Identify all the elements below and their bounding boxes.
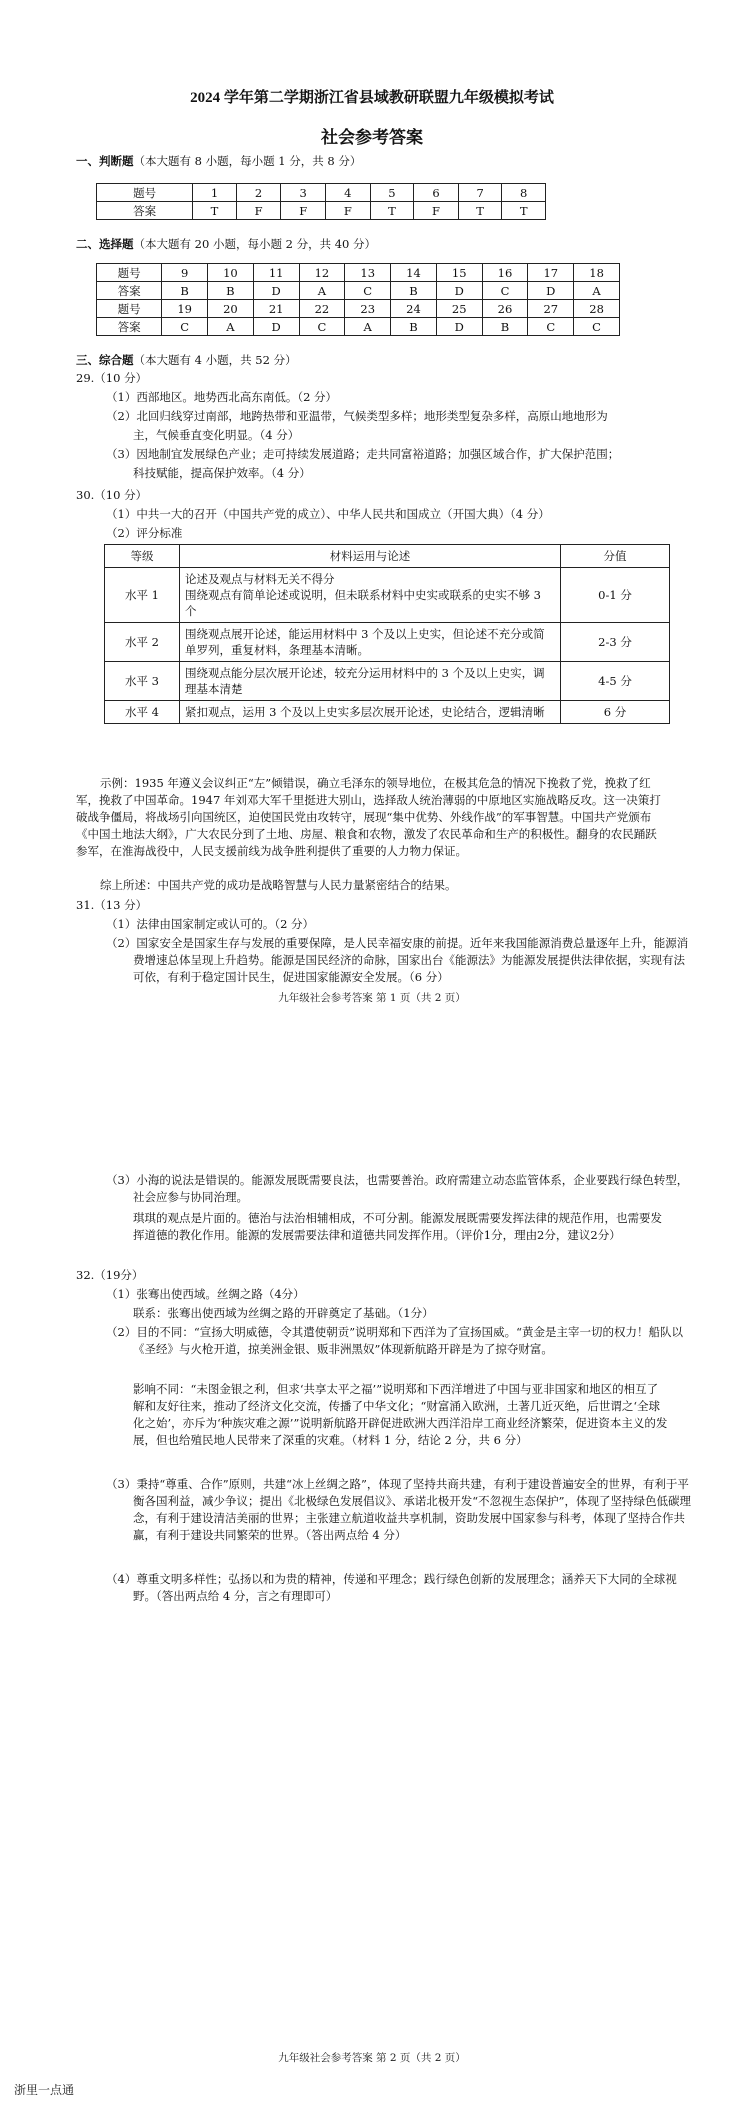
rubric-header-desc: 材料运用与论述 bbox=[180, 545, 561, 568]
table-cell: C bbox=[482, 282, 528, 300]
table-cell: 7 bbox=[458, 184, 502, 202]
section3-heading bbox=[76, 352, 297, 368]
rubric-header-level: 等级 bbox=[105, 545, 180, 568]
q29-part2-line2: 主，气候垂直变化明显。（4 分） bbox=[133, 428, 300, 442]
table-cell: B bbox=[208, 282, 254, 300]
table-cell: 24 bbox=[391, 300, 437, 318]
table-cell: 26 bbox=[482, 300, 528, 318]
table-cell: A bbox=[574, 282, 620, 300]
q30-part1: （1）中共一大的召开（中国共产党的成立）、中华人民共和国成立（开国大典）（4 分） bbox=[106, 507, 550, 521]
row-label: 答案 bbox=[97, 282, 162, 300]
rubric-score: 4-5 分 bbox=[561, 662, 670, 701]
table-cell: D bbox=[528, 282, 574, 300]
table-cell: F bbox=[281, 202, 326, 220]
question-score: （10 分） bbox=[94, 488, 148, 502]
table-cell: B bbox=[162, 282, 208, 300]
q32-part2-impact: 影响不同：“未图金银之利，但求‘共享太平之福’”说明郑和下西洋增进了中国与亚非国家和地区的相互了解和友好往来，推动了经济文化交流，传播了中华文化；“财富涌入欧洲，土著几近灭绝，后世谓之‘全球化之始’，亦斥为‘种族灾难之源’”说明新航路开辟促进欧洲大西洋沿岸工商业经济繁荣，促进资本主义的发展，但也给殖民地人民带来了深重的灾难。（材料 1 分，结论 2 分，共 6 分） bbox=[133, 1382, 668, 1447]
table-row bbox=[105, 568, 670, 623]
table-cell: 19 bbox=[162, 300, 208, 318]
q29-part1: （1）西部地区。地势西北高东南低。（2 分） bbox=[106, 390, 338, 404]
table-cell: 20 bbox=[208, 300, 254, 318]
q31-part1: （1）法律由国家制定或认可的。（2 分） bbox=[106, 917, 315, 931]
rubric-score: 2-3 分 bbox=[561, 623, 670, 662]
rubric-desc: 围绕观点能分层次展开论述，较充分运用材料中的 3 个及以上史实，调理基本清楚 bbox=[180, 662, 561, 701]
row-label: 题号 bbox=[97, 300, 162, 318]
table-cell: 11 bbox=[253, 264, 299, 282]
table-cell: C bbox=[299, 318, 345, 336]
table-cell: 12 bbox=[299, 264, 345, 282]
q32-header bbox=[76, 1267, 143, 1283]
question-score: （10 分） bbox=[94, 371, 148, 385]
table-cell: T bbox=[458, 202, 502, 220]
question-number: 29. bbox=[76, 371, 95, 385]
rubric-desc: 论述及观点与材料无关不得分 围绕观点有简单论述或说明，但未联系材料中史实或联系的史实不够 3 个 bbox=[180, 568, 561, 623]
table-cell: 27 bbox=[528, 300, 574, 318]
section2-heading bbox=[76, 236, 376, 252]
q32-part1: （1）张骞出使西域。丝绸之路（4分） bbox=[106, 1287, 305, 1301]
table-cell: 23 bbox=[345, 300, 391, 318]
table-cell: T bbox=[193, 202, 237, 220]
table-cell: 22 bbox=[299, 300, 345, 318]
table-cell: 13 bbox=[345, 264, 391, 282]
table-row bbox=[97, 300, 620, 318]
rubric-level: 水平 2 bbox=[105, 623, 180, 662]
rubric-desc: 紧扣观点，运用 3 个及以上史实多层次展开论述，史论结合，逻辑清晰 bbox=[180, 701, 561, 724]
question-score: （19分） bbox=[94, 1268, 144, 1282]
watermark-text: 浙里一点通 bbox=[14, 2083, 75, 2097]
q30-header bbox=[76, 487, 147, 503]
page2-footer: 九年级社会参考答案 第 2 页（共 2 页） bbox=[278, 2052, 466, 2064]
q31-part3: （3）小海的说法是错误的。能源发展既需要良法，也需要善治。政府需建立动态监管体系，企业要践行绿色转型，社会应参与协同治理。 bbox=[106, 1173, 689, 1204]
table-cell: 14 bbox=[391, 264, 437, 282]
table-cell: F bbox=[236, 202, 281, 220]
table-cell: 9 bbox=[162, 264, 208, 282]
row-label: 题号 bbox=[97, 264, 162, 282]
q32-part4: （4）尊重文明多样性；弘扬以和为贵的精神，传递和平理念；践行绿色创新的发展理念；涵养天下大同的全球视野。（答出两点给 4 分，言之有理即可） bbox=[106, 1572, 677, 1603]
q29-header bbox=[76, 370, 147, 386]
q32-part1-link: 联系：张骞出使西域为丝绸之路的开辟奠定了基础。（1分） bbox=[133, 1306, 434, 1320]
table-cell: 2 bbox=[236, 184, 281, 202]
table-cell: C bbox=[345, 282, 391, 300]
q30-summary: 综上所述：中国共产党的成功是战略智慧与人民力量紧密结合的结果。 bbox=[100, 878, 457, 892]
table-cell: C bbox=[574, 318, 620, 336]
table-cell: B bbox=[482, 318, 528, 336]
table-row bbox=[97, 184, 546, 202]
table-cell: F bbox=[326, 202, 371, 220]
section1-table bbox=[96, 183, 546, 220]
section2-title: 二、选择题 bbox=[76, 237, 134, 251]
table-cell: A bbox=[345, 318, 391, 336]
rubric-level: 水平 3 bbox=[105, 662, 180, 701]
exam-title: 2024 学年第二学期浙江省县域教研联盟九年级模拟考试 bbox=[190, 90, 554, 106]
section3-note: （本大题有 4 小题，共 52 分） bbox=[133, 353, 297, 367]
section1-title: 一、判断题 bbox=[76, 154, 134, 168]
page-subtitle: 社会参考答案 bbox=[321, 128, 423, 147]
table-cell: 4 bbox=[326, 184, 371, 202]
table-cell: T bbox=[370, 202, 414, 220]
table-cell: 28 bbox=[574, 300, 620, 318]
question-number: 32. bbox=[76, 1268, 95, 1282]
q32-part3: （3）秉持“尊重、合作”原则，共建“冰上丝绸之路”，体现了坚持共商共建，有利于建设普遍安全的世界，有利于平衡各国利益，减少争议；提出《北极绿色发展倡议》、承诺北极开发“不忽视生态保护”，体现了坚持绿色低碳理念，有利于建设清洁美丽的世界；主张建立航道收益共享机制，资助发展中国家参与科考，体现了坚持合作共赢，有利于建设共同繁荣的世界。（答出两点给 4 分） bbox=[106, 1477, 692, 1542]
q30-example: 示例：1935 年遵义会议纠正“左”倾错误，确立毛泽东的领导地位，在极其危急的情况下挽救了党，挽救了红军，挽救了中国革命。1947 年刘邓大军千里挺进大别山，选择敌人统治薄弱的中原地区实施战略反攻。这一决策打破战争僵局，将战场引向国统区，迫使国民党由攻转守，展现“集中优势、外线作战”的军事智慧。中国共产党颁布《中国土地法大纲》，广大农民分到了土地、房屋、粮食和农物，激发了农民革命和生产的积极性。翻身的农民踊跃参军，在淮海战役中，人民支援前线为战争胜利提供了重要的人力物力保证。 bbox=[76, 776, 661, 858]
row-label: 答案 bbox=[97, 318, 162, 336]
rubric-header-score: 分值 bbox=[561, 545, 670, 568]
table-cell: 16 bbox=[482, 264, 528, 282]
page1-footer: 九年级社会参考答案 第 1 页（共 2 页） bbox=[278, 992, 466, 1004]
table-row bbox=[97, 264, 620, 282]
table-cell: F bbox=[414, 202, 459, 220]
table-cell: 21 bbox=[253, 300, 299, 318]
table-row bbox=[97, 318, 620, 336]
table-row bbox=[97, 282, 620, 300]
question-score: （13 分） bbox=[94, 898, 148, 912]
rubric-table bbox=[104, 544, 670, 724]
table-cell: 6 bbox=[414, 184, 459, 202]
table-row bbox=[97, 202, 546, 220]
q32-part2: （2）目的不同：“宣扬大明威德，令其遣使朝贡”说明郑和下西洋为了宣扬国威。“黄金是主宰一切的权力！船队以《圣经》与火枪开道，掠美洲金银、贩非洲黑奴”体现新航路开辟是为了掠夺财富。 bbox=[106, 1325, 683, 1356]
q29-part2-line1: （2）北回归线穿过南部，地跨热带和亚温带，气候类型多样；地形类型复杂多样，高原山地地形为 bbox=[106, 409, 608, 423]
question-number: 30. bbox=[76, 488, 95, 502]
rubric-score: 6 分 bbox=[561, 701, 670, 724]
table-cell: C bbox=[528, 318, 574, 336]
table-cell: C bbox=[162, 318, 208, 336]
section3-title: 三、综合题 bbox=[76, 353, 134, 367]
rubric-desc: 围绕观点展开论述，能运用材料中 3 个及以上史实，但论述不充分或简单罗列，重复材料，条理基本清晰。 bbox=[180, 623, 561, 662]
q31-part2: （2）国家安全是国家生存与发展的重要保障，是人民幸福安康的前提。近年来我国能源消费总量逐年上升，能源消费增速总体呈现上升趋势。能源是国民经济的命脉，国家出台《能源法》为能源发展提供法律依据，实现有法可依，有利于稳定国计民生，促进国家能源安全发展。（6 分） bbox=[106, 936, 689, 984]
table-cell: 5 bbox=[370, 184, 414, 202]
table-cell: D bbox=[436, 282, 482, 300]
q30-part2: （2）评分标准 bbox=[106, 526, 183, 540]
table-cell: A bbox=[299, 282, 345, 300]
table-cell: D bbox=[253, 318, 299, 336]
table-cell: B bbox=[391, 282, 437, 300]
q29-part3-line2: 科技赋能，提高保护效率。（4 分） bbox=[133, 466, 311, 480]
section1-note: （本大题有 8 小题，每小题 1 分，共 8 分） bbox=[133, 154, 362, 168]
table-cell: A bbox=[208, 318, 254, 336]
question-number: 31. bbox=[76, 898, 95, 912]
row-label: 题号 bbox=[97, 184, 193, 202]
table-cell: B bbox=[391, 318, 437, 336]
table-cell: D bbox=[253, 282, 299, 300]
table-cell: 3 bbox=[281, 184, 326, 202]
rubric-score: 0-1 分 bbox=[561, 568, 670, 623]
table-cell: 10 bbox=[208, 264, 254, 282]
table-cell: T bbox=[502, 202, 546, 220]
q31-header bbox=[76, 897, 147, 913]
table-cell: 15 bbox=[436, 264, 482, 282]
q31-part3-continued: 琪琪的观点是片面的。德治与法治相辅相成，不可分割。能源发展既需要发挥法律的规范作用，也需要发挥道德的教化作用。能源的发展需要法律和道德共同发挥作用。（评价1分，理由2分，建议2分） bbox=[133, 1211, 662, 1242]
table-row bbox=[105, 701, 670, 724]
table-cell: 8 bbox=[502, 184, 546, 202]
section2-note: （本大题有 20 小题，每小题 2 分，共 40 分） bbox=[133, 237, 377, 251]
table-row bbox=[105, 623, 670, 662]
table-row bbox=[105, 662, 670, 701]
row-label: 答案 bbox=[97, 202, 193, 220]
q29-part3-line1: （3）因地制宜发展绿色产业；走可持续发展道路；走共同富裕道路；加强区域合作，扩大保护范围； bbox=[106, 447, 620, 461]
table-cell: D bbox=[436, 318, 482, 336]
table-cell: 1 bbox=[193, 184, 237, 202]
table-row bbox=[105, 545, 670, 568]
rubric-level: 水平 4 bbox=[105, 701, 180, 724]
table-cell: 18 bbox=[574, 264, 620, 282]
table-cell: 25 bbox=[436, 300, 482, 318]
section1-heading bbox=[76, 153, 361, 169]
section2-table bbox=[96, 263, 620, 336]
table-cell: 17 bbox=[528, 264, 574, 282]
rubric-level: 水平 1 bbox=[105, 568, 180, 623]
